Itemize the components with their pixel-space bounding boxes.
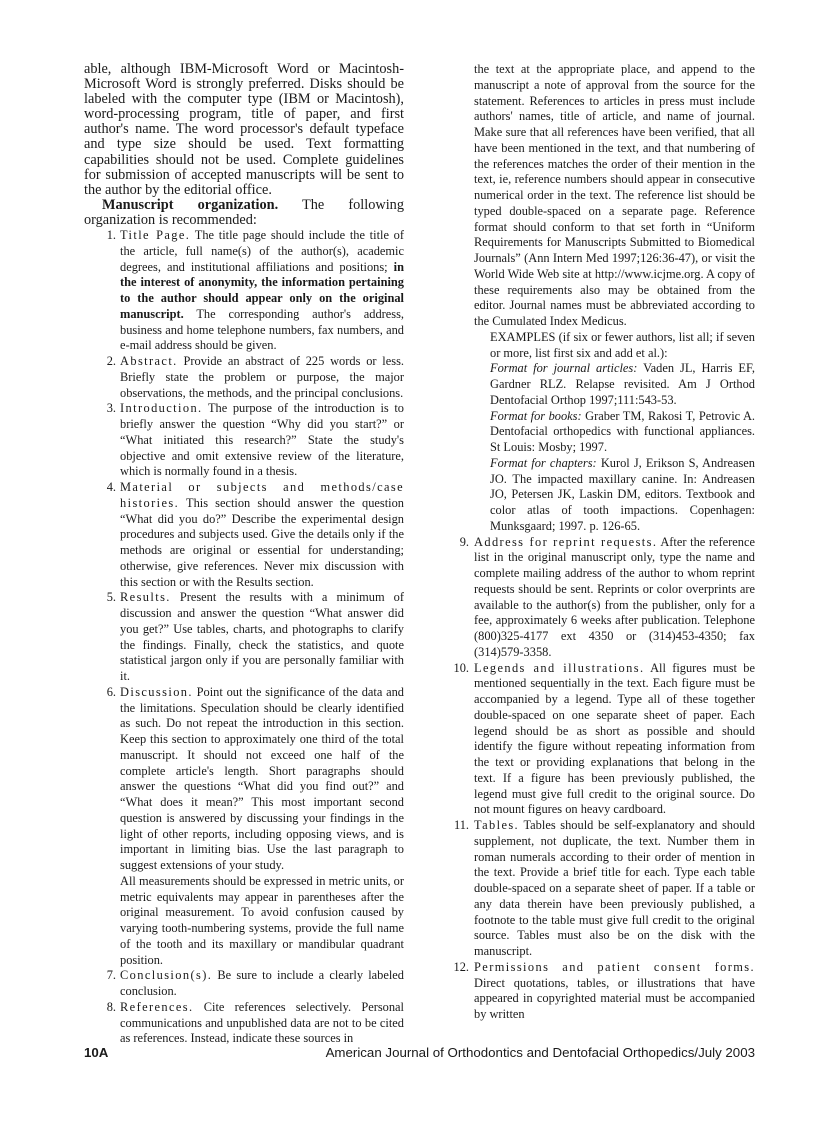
manuscript-organization-paragraph xyxy=(84,198,404,228)
page-footer xyxy=(84,1045,755,1063)
item-text: All figures must be mentioned sequentially in the text. Each figure must be accompanied by a legend. Type all of these together double-spaced on one separate sheet of paper. Each legend should be as short as possible and should identify the figure without repeating information from the text or providing explanations that belong in the text. If a figure has been previously published, the legend must give full credit to the original source. Do not mount figures on heavy cardboard. xyxy=(474,660,755,817)
list-item-abstract xyxy=(84,354,404,401)
list-item-methods xyxy=(84,480,404,590)
journal-citation: American Journal of Orthodontics and Dentofacial Orthopedics/July 2003 xyxy=(325,1045,755,1060)
item-number: 4. xyxy=(106,480,116,495)
item-title: Introduction. xyxy=(120,401,203,416)
example-journal xyxy=(490,361,755,408)
references-continuation: the text at the appropriate place, and append to the manuscript a note of approval from the source for the statement. References to articles in press must include authors' names, title of article, and name of journal. Make sure that all references have been verified, that all have been mentioned in the text, and that numbering of the references matches the order of their mention in the text, ie, reference numbers should appear in consecutive numerical order in the text. The reference list should be typed double-spaced on a separate page. Reference format should conform to that set forth in “Uniform Requirements for Manuscripts Submitted to Biomedical Journals” (Ann Intern Med 1997;126:36-47), or visit the World Wide Web site at http://www.icjme.org. A copy of these requirements also may be obtained from the editor. Journal names must be abbreviated according to the Cumulated Index Medicus. xyxy=(474,62,755,328)
item-subparagraph: All measurements should be expressed in metric units, or metric equivalents may appear in parentheses after the original measurement. To avoid confusion caused by varying tooth-numbering systems, provide the full name of the tooth and its maxillary or mandibular quadrant position. xyxy=(120,873,404,967)
item-text: Tables should be self-explanatory and should supplement, not duplicate, the text. Number them in roman numerals according to their order of mention in the text. Provide a brief title for each. Type each table double-spaced on a separate sheet of paper. If a table or any data therein have been previously published, a footnote to the table must give full credit to the original source. Tables must also be on the disk with the manuscript. xyxy=(474,818,755,958)
list-item-reprint-address xyxy=(455,535,755,661)
list-item-permissions xyxy=(455,960,755,1023)
list-item-discussion xyxy=(84,685,404,969)
item-number: 3. xyxy=(106,401,116,416)
item-number: 11. xyxy=(453,818,469,832)
item-text: Point out the significance of the data and the limitations. Speculation should be clearly identified as such. Do not repeat the introduction in this section. Keep this section to approximately one third of the total manuscript. It should not exceed one half of the complete article's length. Short paragraphs should answer the questions “What did you find out?” and “What does it mean?” This most important second question is answered by discussing your findings in the light of other reports, including opposing views, and is important in limiting bias. Use the last paragraph to suggest extensions of your study. xyxy=(120,684,404,873)
item-number: 6. xyxy=(106,684,116,699)
left-column xyxy=(84,62,404,1047)
item-bold-text: in the interest of anonymity, the information pertaining to the author should appear only on the original manuscript. xyxy=(120,259,404,321)
intro-paragraph: able, although IBM-Microsoft Word or Macintosh-Microsoft Word is strongly preferred. Disks should be labeled with the computer type (IBM or Macintosh), word-processing program, title of paper, and first author's name. The word processor's default typeface and type size should be used. Text formatting capabilities should not be used. Complete guidelines for submission of accepted manuscripts will be sent to the author by the editorial office. xyxy=(84,61,404,198)
examples-intro: EXAMPLES (if six or fewer authors, list all; if seven or more, list first six and add et al.): xyxy=(490,329,755,360)
item-text: The purpose of the introduction is to briefly answer the question “Why did you start?” or “What initiated this research?” State the study's objective and omit extensive review of the literature, which is normally found in a thesis. xyxy=(120,401,405,479)
item-title: Abstract. xyxy=(120,354,178,369)
item-text: The title page should include the title of the article, full name(s) of the author(s), academic degrees, and institutional affiliations and positions; xyxy=(120,228,404,274)
item-text: Cite references selectively. Personal communications and unpublished data are not to be cited as references. Instead, indicate these sources in xyxy=(120,999,404,1046)
example-text: Kurol J, Erikson S, Andreasen JO. The impacted maxillary canine. In: Andreasen JO, Petersen JK, Laskin DM, editors. Textbook and color atlas of tooth impactions. Copenhagen: Munksgaard; 1997. p. 126-65. xyxy=(490,455,755,533)
example-label: Format for chapters: xyxy=(490,455,597,470)
item-title: Address for reprint requests. xyxy=(474,534,658,549)
example-chapters xyxy=(490,456,755,535)
item-text: Present the results with a minimum of discussion and answer the question “What answer did you get?” Use tables, charts, and photographs to clarify the findings. Finally, check the statistics, and quote statistical jargon only if you are personally familiar with it. xyxy=(120,590,404,684)
list-item-legends xyxy=(455,661,755,819)
item-number: 12. xyxy=(453,959,469,974)
organization-list xyxy=(84,228,404,1047)
item-number: 2. xyxy=(106,354,116,369)
item-title: Discussion. xyxy=(120,684,193,699)
item-number: 5. xyxy=(106,590,116,605)
list-item-title-page xyxy=(84,228,404,354)
item-text: Provide an abstract of 225 words or less. Briefly state the problem or purpose, the major observations, the methods, and the principal conclusions. xyxy=(120,354,404,400)
list-item-introduction xyxy=(84,401,404,480)
item-title: References. xyxy=(120,999,194,1014)
item-number: 1. xyxy=(106,228,116,243)
item-title: Results. xyxy=(120,590,171,605)
item-text: After the reference list in the original manuscript only, type the name and complete mailing address of the author to whom reprint requests should be sent. Reprints or color overprints are available to the author(s) from the publisher, only for a fee, approximately 6 weeks after publication. Telephone (800)325-4177 ext 4350 or (314)453-4350; fax (314)579-3358. xyxy=(474,534,756,659)
list-item-references xyxy=(84,1000,404,1047)
list-item-conclusions xyxy=(84,968,404,1000)
item-number: 8. xyxy=(106,999,116,1014)
item-title: Conclusion(s). xyxy=(120,968,213,983)
right-column xyxy=(455,62,755,1023)
item-title: Title Page. xyxy=(120,228,191,243)
list-item-results xyxy=(84,590,404,685)
item-title: Tables. xyxy=(474,818,520,832)
item-text: Direct quotations, tables, or illustrations that have appeared in copyrighted material must be accompanied by written xyxy=(474,975,755,1021)
example-text: Vaden JL, Harris EF, Gardner RLZ. Relapse revisited. Am J Orthod Dentofacial Orthop 1997;111:543-53. xyxy=(490,361,755,407)
item-number: 9. xyxy=(459,534,469,549)
item-title: Permissions and patient consent forms. xyxy=(474,959,755,974)
section-heading: Manuscript organization. xyxy=(102,196,279,213)
item-number: 10. xyxy=(453,660,469,675)
section-text: The following organization is recommended: xyxy=(84,196,404,228)
page-number: 10A xyxy=(84,1045,109,1060)
example-label: Format for books: xyxy=(490,408,582,423)
organization-list-continued xyxy=(455,535,755,1023)
item-title: Legends and illustrations. xyxy=(474,660,645,675)
example-label: Format for journal articles: xyxy=(490,361,638,376)
reference-examples xyxy=(455,330,755,535)
item-text: This section should answer the question “What did you do?” Describe the experimental design procedures and subjects used. Give the details only if the methods are original or essential for understanding; otherwise, give references. Never mix discussion with this section or with the Results section. xyxy=(120,495,404,589)
item-title: Material or subjects and methods/case histories. xyxy=(120,480,404,510)
example-text: Graber TM, Rakosi T, Petrovic A. Dentofacial orthopedics with functional appliances. St Louis: Mosby; 1997. xyxy=(490,408,755,454)
list-item-tables xyxy=(455,818,755,960)
item-text: The corresponding author's address, business and home telephone numbers, fax numbers, and e-mail address should be given. xyxy=(120,306,405,353)
example-books xyxy=(490,409,755,456)
item-text: Be sure to include a clearly labeled conclusion. xyxy=(120,968,404,999)
item-number: 7. xyxy=(106,968,116,983)
